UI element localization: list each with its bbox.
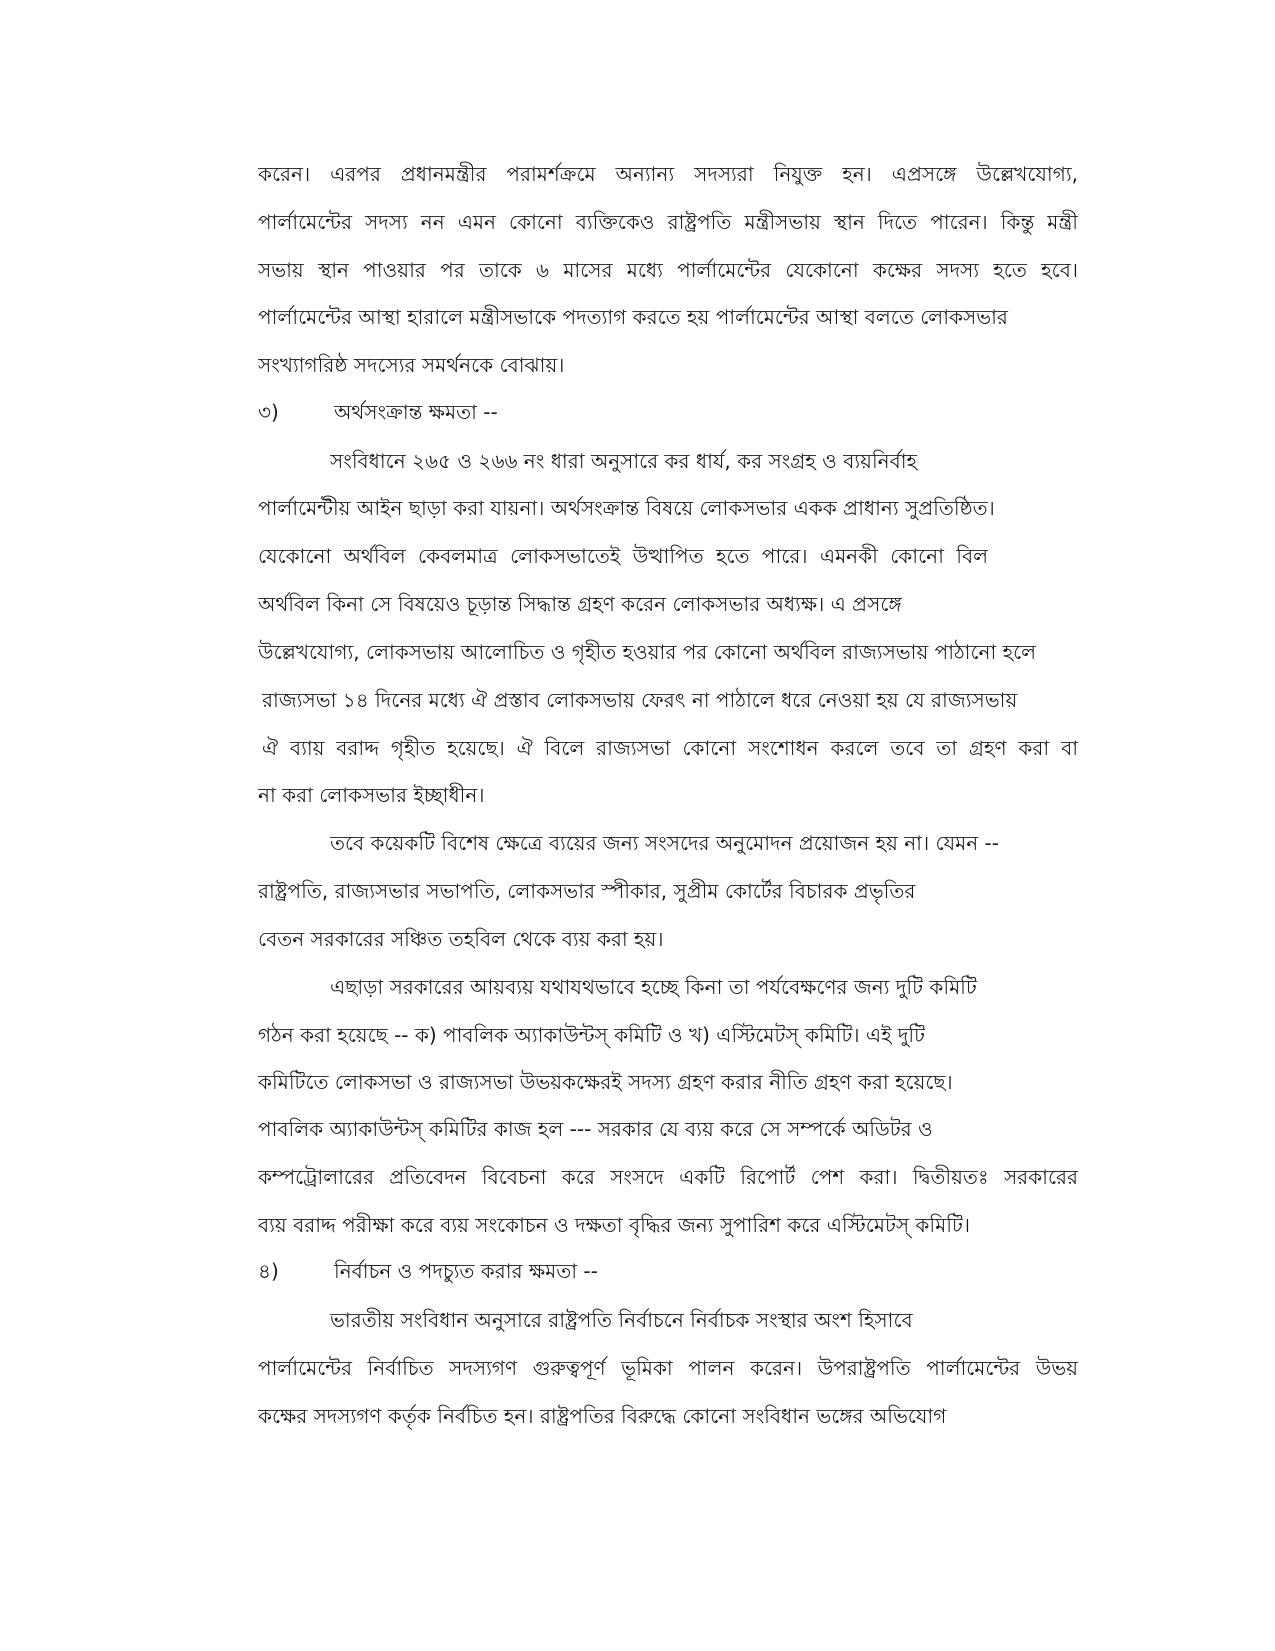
paragraph-2-line-3: যেকোনো অর্থবিল কেবলমাত্র লোকসভাতেই উত্থাপিত হতে পারে। এমনকী কোনো বিল (258, 544, 988, 568)
paragraph-4-line-3: কমিটিতে লোকসভা ও রাজ্যসভা উভয়কক্ষেরই সদস্য গ্রহণ করার নীতি গ্রহণ করা হয়েছে। (258, 1070, 953, 1094)
paragraph-4-line-1: এছাড়া সরকারের আয়ব্যয় যথাযথভাবে হচ্ছে কিনা তা পর্যবেক্ষণের জন্য দুটি কমিটি (330, 975, 977, 999)
paragraph-2-line-1: সংবিধানে ২৬৫ ও ২৬৬ নং ধারা অনুসারে কর ধার্য, কর সংগ্রহ ও ব্যয়নির্বাহ (330, 449, 918, 473)
paragraph-4-line-4: পাবলিক অ্যাকাউন্টস্ কমিটির কাজ হল --- সরকার যে ব্যয় করে সে সম্পর্কে অডিটর ও (258, 1117, 933, 1141)
section-3-number: ৩) (258, 400, 279, 424)
paragraph-3-line-2: রাষ্ট্রপতি, রাজ্যসভার সভাপতি, লোকসভার স্পীকার, সুপ্রীম কোর্টের বিচারক প্রভৃতির (258, 879, 916, 903)
paragraph-4-line-6: ব্যয় বরাদ্দ পরীক্ষা করে ব্যয় সংকোচন ও দক্ষতা বৃদ্ধির জন্য সুপারিশ করে এস্টিমেটস্ কমিটি। (258, 1213, 971, 1237)
paragraph-5-line-3: কক্ষের সদস্যগণ কর্তৃক নির্বচিত হন। রাষ্ট্রপতির বিরুদ্ধে কোনো সংবিধান ভঙ্গের অভিযোগ (258, 1404, 947, 1428)
paragraph-4-line-2: গঠন করা হয়েছে -- ক) পাবলিক অ্যাকাউন্টস্ কমিটি ও খ) এস্টিমেটস্ কমিটি। এই দুটি (258, 1023, 926, 1047)
paragraph-2-line-5: উল্লেখযোগ্য, লোকসভায় আলোচিত ও গৃহীত হওয়ার পর কোনো অর্থবিল রাজ্যসভায় পাঠানো হলে (258, 640, 1037, 664)
paragraph-2-line-6: রাজ্যসভা ১৪ দিনের মধ্যে ঐ প্রস্তাব লোকসভায় ফেরৎ না পাঠালে ধরে নেওয়া হয় যে রাজ্যসভায় (262, 688, 1018, 712)
paragraph-1-line-2: পার্লামেন্টের সদস্য নন এমন কোনো ব্যক্তিকেও রাষ্ট্রপতি মন্ত্রীসভায় স্থান দিতে পারেন। কিন্তু মন্ত্রী (258, 210, 1078, 234)
section-4-title: নির্বাচন ও পদচ্যুত করার ক্ষমতা -- (334, 1259, 598, 1283)
paragraph-5-line-1: ভারতীয় সংবিধান অনুসারে রাষ্ট্রপতি নির্বাচনে নির্বাচক সংস্থার অংশ হিসাবে (330, 1308, 913, 1332)
paragraph-1-line-4: পার্লামেন্টের আস্থা হারালে মন্ত্রীসভাকে পদত্যাগ করতে হয় পার্লামেন্টের আস্থা বলতে লোকসভার (258, 305, 1008, 329)
paragraph-2-line-8: না করা লোকসভার ইচ্ছাধীন। (258, 783, 485, 807)
paragraph-1-line-1: করেন। এরপর প্রধানমন্ত্রীর পরামর্শক্রমে অন্যান্য সদস্যরা নিযুক্ত হন। এপ্রসঙ্গে উল্লেখযোগ্য, (258, 162, 1078, 186)
section-4-number: ৪) (258, 1259, 279, 1283)
paragraph-3-line-3: বেতন সরকারের সঞ্চিত তহবিল থেকে ব্যয় করা হয়। (258, 927, 664, 951)
paragraph-4-line-5: কম্পট্রোলারের প্রতিবেদন বিবেচনা করে সংসদে একটি রিপোর্ট পেশ করা। দ্বিতীয়তঃ সরকারের (258, 1165, 1078, 1189)
paragraph-3-line-1: তবে কয়েকটি বিশেষ ক্ষেত্রে ব্যয়ের জন্য সংসদের অনুমোদন প্রয়োজন হয় না। যেমন -- (330, 831, 999, 855)
paragraph-5-line-2: পার্লামেন্টের নির্বাচিত সদস্যগণ গুরুত্বপূর্ণ ভূমিকা পালন করেন। উপরাষ্ট্রপতি পার্লামেন্টের উভয় (258, 1356, 1078, 1380)
paragraph-1-line-3: সভায় স্থান পাওয়ার পর তাকে ৬ মাসের মধ্যে পার্লামেন্টের যেকোনো কক্ষের সদস্য হতে হবে। (258, 258, 1078, 282)
paragraph-1-line-5: সংখ্যাগরিষ্ঠ সদস্যের সমর্থনকে বোঝায়। (258, 353, 565, 377)
paragraph-2-line-7: ঐ ব্যায় বরাদ্দ গৃহীত হয়েছে। ঐ বিলে রাজ্যসভা কোনো সংশোধন করলে তবে তা গ্রহণ করা বা (262, 736, 1078, 760)
paragraph-2-line-4: অর্থবিল কিনা সে বিষয়েও চূড়ান্ত সিদ্ধান্ত গ্রহণ করেন লোকসভার অধ্যক্ষ। এ প্রসঙ্গে (258, 592, 902, 616)
paragraph-2-line-2: পার্লামেন্টীয় আইন ছাড়া করা যায়না। অর্থসংক্রান্ত বিষয়ে লোকসভার একক প্রাধান্য সুপ্রতিষ্ঠিত। (258, 496, 995, 520)
section-3-title: অর্থসংক্রান্ত ক্ষমতা -- (334, 400, 498, 424)
